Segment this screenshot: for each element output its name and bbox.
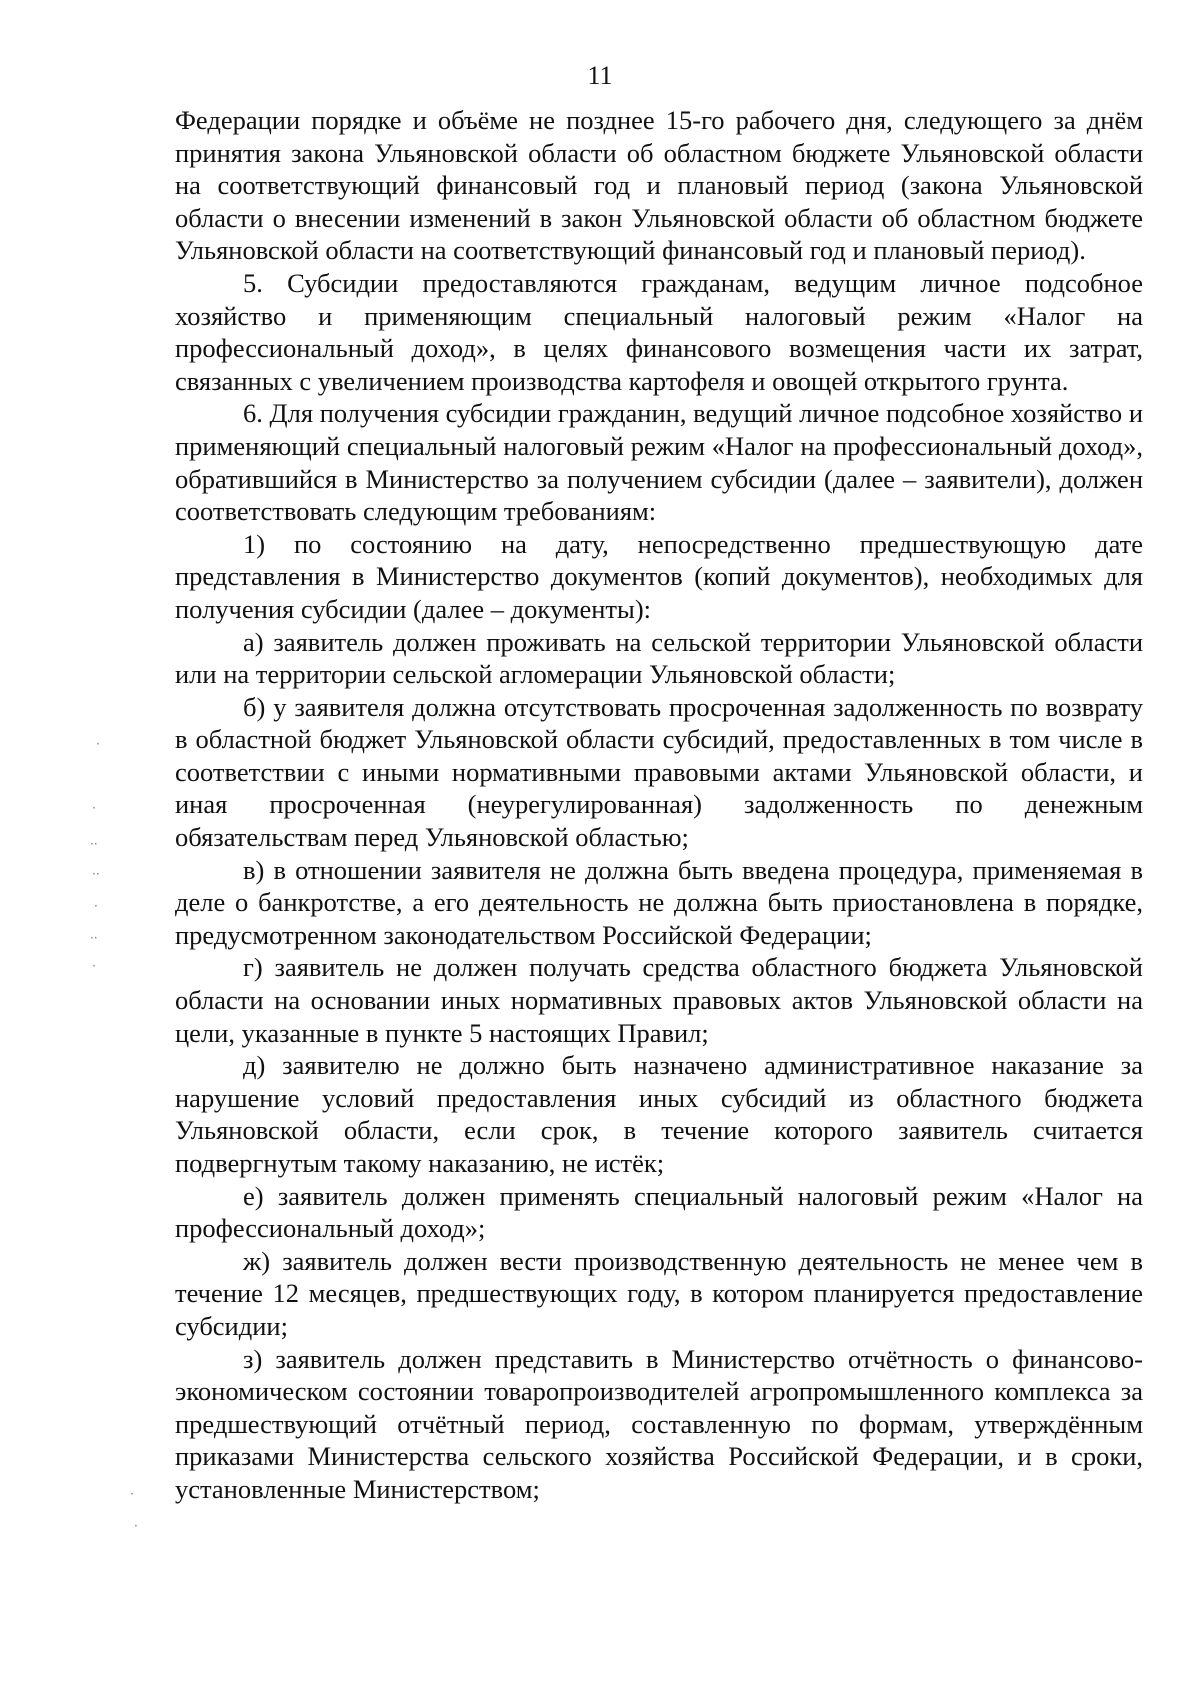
document-body [175, 104, 1143, 1506]
paragraph-continuation: Федерации порядке и объёме не позднее 15-го рабочего дня, следующего за днём принятия закона Ульяновской области об областном бюджете Ульяновской области на соответствующий финансовый год и плановый период (закона Ульяновской области о внесении изменений в закон Ульяновской области об областном бюджете Ульяновской области на соответствующий финансовый год и плановый период). [175, 105, 1143, 266]
scan-speck: · [96, 737, 100, 751]
paragraph-subitem-e: е) заявитель должен применять специальный налоговый режим «Налог на профессиональный доход»; [175, 1180, 1143, 1244]
scan-speck: · [130, 1487, 134, 1501]
paragraph-subitem-1: 1) по состоянию на дату, непосредственно предшествующую дате представления в Министерство документов (копий документов), необходимых для получения субсидии (далее – документы): [175, 528, 1143, 624]
scan-speck: · [134, 1519, 138, 1533]
paragraph-subitem-g: г) заявитель не должен получать средства областного бюджета Ульяновской области на основании иных нормативных правовых актов Ульяновской области на цели, указанные в пункте 5 настоящих Правил; [175, 952, 1143, 1048]
paragraph-subitem-v: в) в отношении заявителя не должна быть введена процедура, применяемая в деле о банкротстве, а его деятельность не должна быть приостановлена в порядке, предусмотренном законодательством Российской Федерации; [175, 854, 1143, 950]
scan-speck: ·· [92, 867, 100, 881]
paragraph-subitem-b: б) у заявителя должна отсутствовать просроченная задолженность по возврату в областной бюджет Ульяновской области субсидий, предоставленных в том числе в соответствии с иными нормативными правовыми актами Ульяновской области, и иная просроченная (неурегулированная) задолженность по денежным обязательствам перед Ульяновской областью; [175, 691, 1143, 853]
scan-speck: · [92, 801, 96, 815]
paragraph-subitem-a: а) заявитель должен проживать на сельской территории Ульяновской области или на территории сельской агломерации Ульяновской области; [175, 626, 1143, 690]
page-number: 11 [587, 61, 613, 90]
paragraph-subitem-zh: ж) заявитель должен вести производственную деятельность не менее чем в течение 12 месяцев, предшествующих году, в котором планируется предоставление субсидии; [175, 1245, 1143, 1341]
scan-speck: · [94, 899, 98, 913]
scan-speck: ·· [90, 931, 98, 945]
paragraph-item-6: 6. Для получения субсидии гражданин, ведущий личное подсобное хозяйство и применяющий специальный налоговый режим «Налог на профессиональный доход», обратившийся в Министерство за получением субсидии (далее – заявители), должен соответствовать следующим требованиям: [175, 398, 1143, 527]
scan-speck: · [92, 959, 96, 973]
paragraph-subitem-d: д) заявителю не должно быть назначено административное наказание за нарушение условий предоставления иных субсидий из областного бюджета Ульяновской области, если срок, в течение которого заявитель считается подвергнутым такому наказанию, не истёк; [175, 1050, 1143, 1178]
scan-speck: ·· [90, 837, 98, 851]
paragraph-item-5: 5. Субсидии предоставляются гражданам, ведущим личное подсобное хозяйство и применяющим специальный налоговый режим «Налог на профессиональный доход», в целях финансового возмещения части их затрат, связанных с увеличением производства картофеля и овощей открытого грунта. [175, 267, 1143, 396]
paragraph-subitem-z: з) заявитель должен представить в Министерство отчётность о финансово-экономическом состоянии товаропроизводителей агропромышленного комплекса за предшествующий отчётный период, составленную по формам, утверждённым приказами Министерства сельского хозяйства Российской Федерации, и в сроки, установленные Министерством; [175, 1343, 1143, 1504]
